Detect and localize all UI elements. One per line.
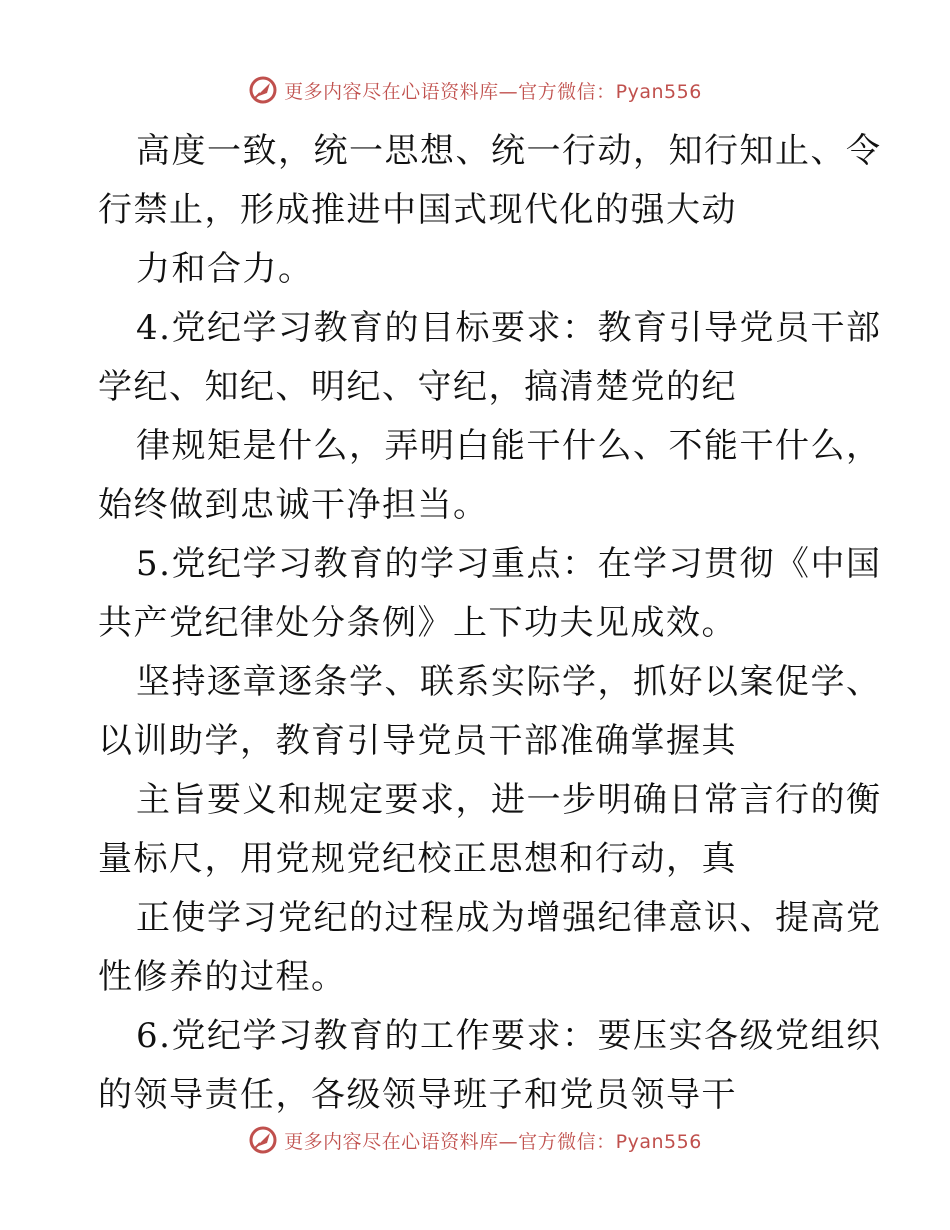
text-line: 坚持逐章逐条学、联系实际学，抓好以案促学、 — [136, 662, 882, 702]
text-line: 力和合力。 — [136, 249, 314, 289]
text-line: 4.党纪学习教育的目标要求：教育引导党员干部 — [136, 308, 882, 348]
text-line: 量标尺，用党规党纪校正思想和行动，真 — [98, 839, 737, 879]
text-line: 6.党纪学习教育的工作要求：要压实各级党组织 — [136, 1016, 882, 1056]
text-line: 的领导责任，各级领导班子和党员领导干 — [98, 1075, 737, 1115]
text-line: 律规矩是什么，弄明白能干什么、不能干什么， — [136, 426, 882, 466]
footer-banner — [0, 1122, 950, 1158]
header-site-text: 更多内容尽在心语资料库—官方微信：Pyan556 — [284, 80, 702, 103]
text-line: 始终做到忠诚干净担当。 — [98, 485, 489, 525]
text-line: 主旨要义和规定要求，进一步明确日常言行的衡 — [136, 780, 882, 820]
text-line: 性修养的过程。 — [98, 957, 347, 997]
quill-circle-icon — [248, 75, 278, 105]
text-line: 以训助学，教育引导党员干部准确掌握其 — [98, 721, 737, 761]
footer-site-text: 更多内容尽在心语资料库—官方微信：Pyan556 — [284, 1130, 702, 1153]
text-line: 学纪、知纪、明纪、守纪，搞清楚党的纪 — [98, 367, 737, 407]
header-banner — [0, 72, 950, 108]
text-line: 行禁止，形成推进中国式现代化的强大动 — [98, 190, 737, 230]
text-line: 5.党纪学习教育的学习重点：在学习贯彻《中国 — [136, 544, 882, 584]
quill-circle-icon — [248, 1125, 278, 1155]
document-body — [98, 122, 882, 1125]
text-line: 共产党纪律处分条例》上下功夫见成效。 — [98, 603, 737, 643]
text-line: 正使学习党纪的过程成为增强纪律意识、提高党 — [136, 898, 882, 938]
text-line: 高度一致，统一思想、统一行动，知行知止、令 — [136, 131, 882, 171]
